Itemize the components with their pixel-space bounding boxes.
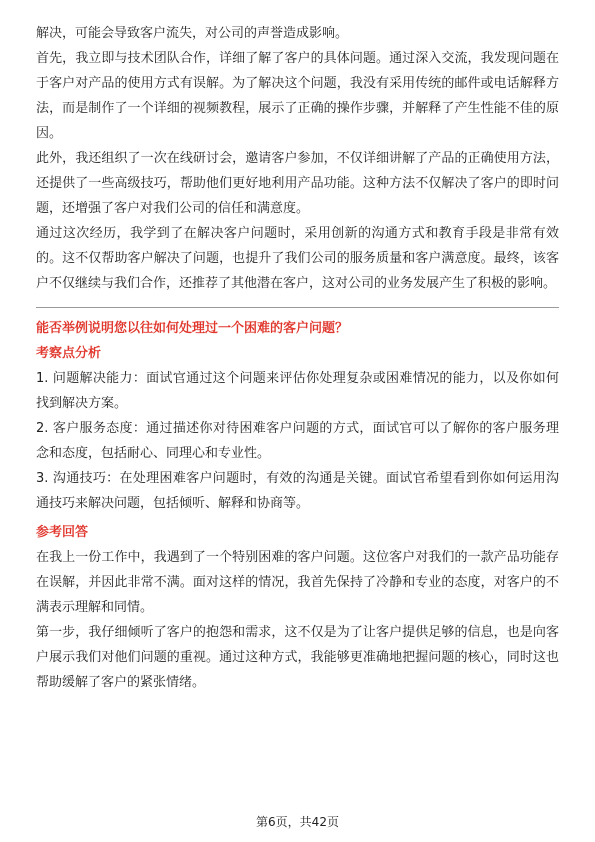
section-divider [36, 307, 559, 308]
analysis-item: 2. 客户服务态度：通过描述你对待困难客户问题的方式，面试官可以了解你的客户服务理念和态度，包括耐心、同理心和专业性。 [36, 421, 559, 461]
answer-paragraph: 第一步，我仔细倾听了客户的抱怨和需求，这不仅是为了让客户提供足够的信息，也是向客户展示我们对他们问题的重视。通过这种方式，我能够更准确地把握问题的核心，同时这也帮助缓解了客户的紧张情绪。 [36, 625, 559, 690]
question-heading: 能否举例说明您以往如何处理过一个困难的客户问题？ [36, 321, 349, 336]
intro-paragraph: 通过这次经历，我学到了在解决客户问题时，采用创新的沟通方式和教育手段是非常有效的。这不仅帮助客户解决了问题，也提升了我们公司的服务质量和客户满意度。最终，该客户不仅继续与我们合作，还推荐了其他潜在客户，这对公司的业务发展产生了积极的影响。 [36, 226, 559, 291]
answer-label: 参考回答 [36, 525, 89, 540]
intro-paragraph: 此外，我还组织了一次在线研讨会，邀请客户参加，不仅详细讲解了产品的正确使用方法，还提供了一些高级技巧，帮助他们更好地利用产品功能。这种方法不仅解决了客户的即时问题，还增强了客户对我们公司的信任和满意度。 [36, 151, 559, 216]
analysis-label: 考察点分析 [36, 346, 102, 361]
page-number: 第6页，共42页 [256, 815, 339, 829]
intro-paragraph: 解决，可能会导致客户流失，对公司的声誉造成影响。 [36, 26, 349, 41]
analysis-item: 1. 问题解决能力：面试官通过这个问题来评估你处理复杂或困难情况的能力，以及你如何找到解决方案。 [36, 371, 559, 411]
analysis-item: 3. 沟通技巧：在处理困难客户问题时，有效的沟通是关键。面试官希望看到你如何运用沟通技巧来解决问题，包括倾听、解释和协商等。 [36, 471, 559, 511]
answer-paragraph: 在我上一份工作中，我遇到了一个特别困难的客户问题。这位客户对我们的一款产品功能存在误解，并因此非常不满。面对这样的情况，我首先保持了冷静和专业的态度，对客户的不满表示理解和同情。 [36, 550, 559, 615]
document-page [36, 0, 559, 842]
intro-paragraph: 首先，我立即与技术团队合作，详细了解了客户的具体问题。通过深入交流，我发现问题在于客户对产品的使用方式有误解。为了解决这个问题，我没有采用传统的邮件或电话解释方法，而是制作了一个详细的视频教程，展示了正确的操作步骤，并解释了产生性能不佳的原因。 [36, 51, 559, 141]
